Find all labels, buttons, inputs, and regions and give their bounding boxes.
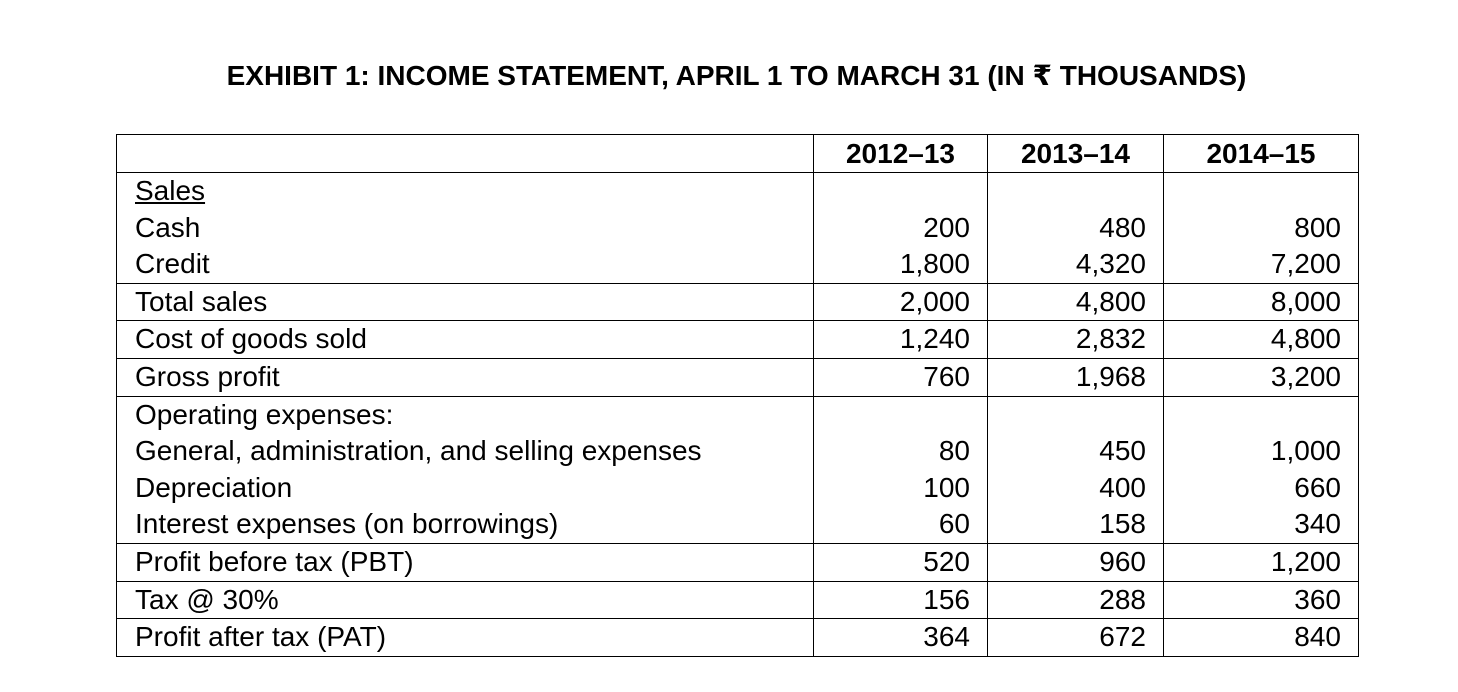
depreciation-2012-13: 100 [923,471,970,503]
pat-label: Profit after tax (PAT) [117,619,814,657]
cogs-2014-15: 4,800 [1164,321,1359,359]
header-year-2012-13: 2012–13 [814,135,988,173]
header-year-2014-15: 2014–15 [1164,135,1359,173]
table-row-tax [117,581,1359,619]
tax-2012-13: 156 [814,581,988,619]
cash-label: Cash [135,211,201,243]
depreciation-2013-14: 400 [1099,471,1146,503]
depreciation-2014-15: 660 [1294,471,1341,503]
sales-values-2012-13 [814,173,988,284]
opex-values-2013-14 [988,396,1164,543]
sales-values-2014-15 [1164,173,1359,284]
gross-profit-2014-15: 3,200 [1164,358,1359,396]
interest-label: Interest expenses (on borrowings) [135,508,559,540]
cogs-2013-14: 2,832 [988,321,1164,359]
depreciation-label: Depreciation [135,471,293,503]
gas-label: General, administration, and selling expenses [135,435,702,467]
tax-2014-15: 360 [1164,581,1359,619]
pbt-2013-14: 960 [988,543,1164,581]
pat-2013-14: 672 [988,619,1164,657]
tax-label: Tax @ 30% [117,581,814,619]
credit-2013-14: 4,320 [1075,248,1146,280]
cogs-label: Cost of goods sold [117,321,814,359]
cash-2013-14: 480 [1099,211,1146,243]
gas-2014-15: 1,000 [1270,435,1341,467]
opex-values-2012-13 [814,396,988,543]
pbt-2012-13: 520 [814,543,988,581]
table-row-pat [117,619,1359,657]
credit-2014-15: 7,200 [1270,248,1341,280]
opex-label-cell [117,396,814,543]
total-sales-2014-15: 8,000 [1164,283,1359,321]
opex-values-2014-15 [1164,396,1359,543]
gross-profit-2013-14: 1,968 [988,358,1164,396]
table-row-operating-expenses [117,396,1359,543]
pat-2014-15: 840 [1164,619,1359,657]
cash-2014-15: 800 [1294,211,1341,243]
credit-label: Credit [135,248,210,280]
total-sales-2012-13: 2,000 [814,283,988,321]
pbt-label: Profit before tax (PBT) [117,543,814,581]
table-row-pbt [117,543,1359,581]
total-sales-label: Total sales [117,283,814,321]
pbt-2014-15: 1,200 [1164,543,1359,581]
table-row-sales [117,173,1359,284]
credit-2012-13: 1,800 [899,248,970,280]
pat-2012-13: 364 [814,619,988,657]
tax-2013-14: 288 [988,581,1164,619]
gas-2013-14: 450 [1099,435,1146,467]
opex-heading: Operating expenses: [135,398,394,430]
gross-profit-label: Gross profit [117,358,814,396]
sales-heading: Sales [135,175,206,206]
cogs-2012-13: 1,240 [814,321,988,359]
gas-2012-13: 80 [938,435,970,467]
interest-2013-14: 158 [1099,508,1146,540]
cash-2012-13: 200 [923,211,970,243]
gross-profit-2012-13: 760 [814,358,988,396]
total-sales-2013-14: 4,800 [988,283,1164,321]
income-statement-table [116,134,1359,657]
exhibit-title: EXHIBIT 1: INCOME STATEMENT, APRIL 1 TO MARCH 31 (IN ₹ THOUSANDS) [226,60,1247,91]
sales-label-cell [117,173,814,284]
header-blank-cell [117,135,814,173]
interest-2014-15: 340 [1294,508,1341,540]
header-year-2013-14: 2013–14 [988,135,1164,173]
interest-2012-13: 60 [938,508,970,540]
table-row-total-sales [117,283,1359,321]
table-row-cogs [117,321,1359,359]
sales-values-2013-14 [988,173,1164,284]
header-row [117,135,1359,173]
table-row-gross-profit [117,358,1359,396]
